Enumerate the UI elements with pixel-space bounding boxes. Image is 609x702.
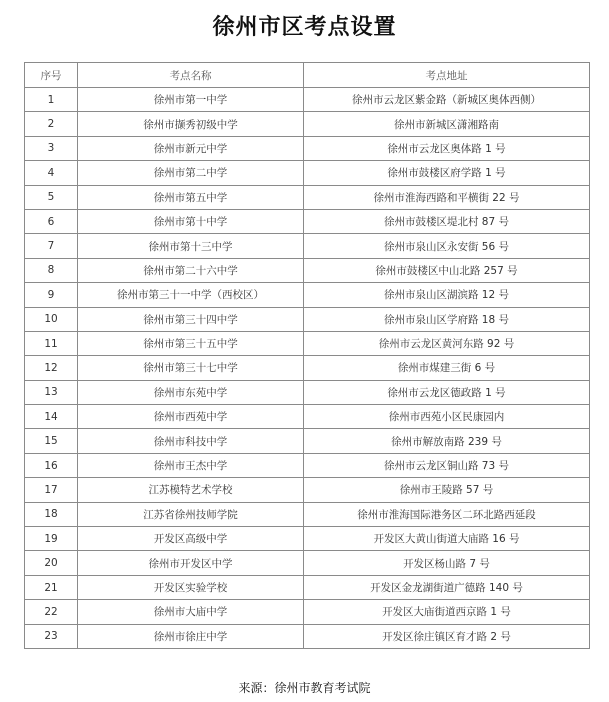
serial-number-cell: 3 [25, 136, 78, 160]
exam-site-table [24, 62, 590, 649]
header-site-address: 考点地址 [304, 63, 590, 88]
table-row [25, 624, 590, 648]
header-serial-number: 序号 [25, 63, 78, 88]
site-name-cell: 徐州市科技中学 [78, 429, 304, 453]
site-name-cell: 徐州市开发区中学 [78, 551, 304, 575]
serial-number-cell: 1 [25, 88, 78, 112]
table-row [25, 453, 590, 477]
table-row [25, 575, 590, 599]
site-name-cell: 徐州市第三十四中学 [78, 307, 304, 331]
site-address-cell: 徐州市云龙区德政路 1 号 [304, 380, 590, 404]
serial-number-cell: 14 [25, 405, 78, 429]
serial-number-cell: 10 [25, 307, 78, 331]
table-row [25, 600, 590, 624]
site-address-cell: 徐州市新城区潇湘路南 [304, 112, 590, 136]
table-row [25, 380, 590, 404]
site-name-cell: 徐州市徐庄中学 [78, 624, 304, 648]
table-row [25, 136, 590, 160]
serial-number-cell: 22 [25, 600, 78, 624]
serial-number-cell: 20 [25, 551, 78, 575]
site-name-cell: 江苏省徐州技师学院 [78, 502, 304, 526]
site-address-cell: 开发区大黄山街道大庙路 16 号 [304, 527, 590, 551]
site-name-cell: 徐州市东苑中学 [78, 380, 304, 404]
site-address-cell: 徐州市淮海西路和平横街 22 号 [304, 185, 590, 209]
table-row [25, 88, 590, 112]
site-name-cell: 徐州市王杰中学 [78, 453, 304, 477]
site-name-cell: 徐州市第二中学 [78, 161, 304, 185]
table-row [25, 502, 590, 526]
site-address-cell: 开发区大庙街道西京路 1 号 [304, 600, 590, 624]
table-row [25, 185, 590, 209]
site-name-cell: 徐州市第十中学 [78, 209, 304, 233]
table-row [25, 551, 590, 575]
site-address-cell: 徐州市云龙区黄河东路 92 号 [304, 331, 590, 355]
table-row [25, 234, 590, 258]
site-name-cell: 徐州市大庙中学 [78, 600, 304, 624]
serial-number-cell: 6 [25, 209, 78, 233]
table-row [25, 307, 590, 331]
site-address-cell: 徐州市鼓楼区中山北路 257 号 [304, 258, 590, 282]
site-address-cell: 开发区金龙湖街道广德路 140 号 [304, 575, 590, 599]
table-row [25, 258, 590, 282]
serial-number-cell: 11 [25, 331, 78, 355]
site-name-cell: 江苏模特艺术学校 [78, 478, 304, 502]
site-address-cell: 徐州市泉山区永安街 56 号 [304, 234, 590, 258]
serial-number-cell: 23 [25, 624, 78, 648]
source-note: 来源：徐州市教育考试院 [238, 681, 371, 695]
site-address-cell: 徐州市王陵路 57 号 [304, 478, 590, 502]
serial-number-cell: 21 [25, 575, 78, 599]
table-row [25, 356, 590, 380]
site-address-cell: 徐州市鼓楼区堤北村 87 号 [304, 209, 590, 233]
header-site-name: 考点名称 [78, 63, 304, 88]
site-name-cell: 徐州市新元中学 [78, 136, 304, 160]
site-name-cell: 徐州市第三十一中学（西校区） [78, 283, 304, 307]
site-address-cell: 徐州市西苑小区民康园内 [304, 405, 590, 429]
serial-number-cell: 19 [25, 527, 78, 551]
serial-number-cell: 5 [25, 185, 78, 209]
site-name-cell: 徐州市第一中学 [78, 88, 304, 112]
table-row [25, 527, 590, 551]
site-name-cell: 开发区高级中学 [78, 527, 304, 551]
site-address-cell: 开发区杨山路 7 号 [304, 551, 590, 575]
serial-number-cell: 13 [25, 380, 78, 404]
site-address-cell: 徐州市解放南路 239 号 [304, 429, 590, 453]
site-address-cell: 开发区徐庄镇区育才路 2 号 [304, 624, 590, 648]
serial-number-cell: 15 [25, 429, 78, 453]
page-title: 徐州市区考点设置 [212, 15, 397, 40]
table-header-row [25, 63, 590, 88]
site-address-cell: 徐州市泉山区学府路 18 号 [304, 307, 590, 331]
serial-number-cell: 7 [25, 234, 78, 258]
serial-number-cell: 4 [25, 161, 78, 185]
serial-number-cell: 9 [25, 283, 78, 307]
table-row [25, 405, 590, 429]
site-name-cell: 徐州市第十三中学 [78, 234, 304, 258]
table-row [25, 161, 590, 185]
site-name-cell: 徐州市第二十六中学 [78, 258, 304, 282]
serial-number-cell: 17 [25, 478, 78, 502]
site-address-cell: 徐州市煤建三街 6 号 [304, 356, 590, 380]
table-row [25, 112, 590, 136]
site-address-cell: 徐州市泉山区湖滨路 12 号 [304, 283, 590, 307]
site-name-cell: 徐州市撷秀初级中学 [78, 112, 304, 136]
site-address-cell: 徐州市云龙区紫金路（新城区奥体西侧） [304, 88, 590, 112]
serial-number-cell: 2 [25, 112, 78, 136]
table-row [25, 331, 590, 355]
site-name-cell: 徐州市西苑中学 [78, 405, 304, 429]
serial-number-cell: 16 [25, 453, 78, 477]
table-row [25, 478, 590, 502]
site-name-cell: 徐州市第三十七中学 [78, 356, 304, 380]
table-row [25, 429, 590, 453]
site-address-cell: 徐州市鼓楼区府学路 1 号 [304, 161, 590, 185]
site-name-cell: 徐州市第三十五中学 [78, 331, 304, 355]
serial-number-cell: 18 [25, 502, 78, 526]
site-name-cell: 开发区实验学校 [78, 575, 304, 599]
serial-number-cell: 12 [25, 356, 78, 380]
serial-number-cell: 8 [25, 258, 78, 282]
site-name-cell: 徐州市第五中学 [78, 185, 304, 209]
site-address-cell: 徐州市云龙区奥体路 1 号 [304, 136, 590, 160]
site-address-cell: 徐州市云龙区铜山路 73 号 [304, 453, 590, 477]
table-row [25, 283, 590, 307]
table-row [25, 209, 590, 233]
site-address-cell: 徐州市淮海国际港务区二环北路西延段 [304, 502, 590, 526]
